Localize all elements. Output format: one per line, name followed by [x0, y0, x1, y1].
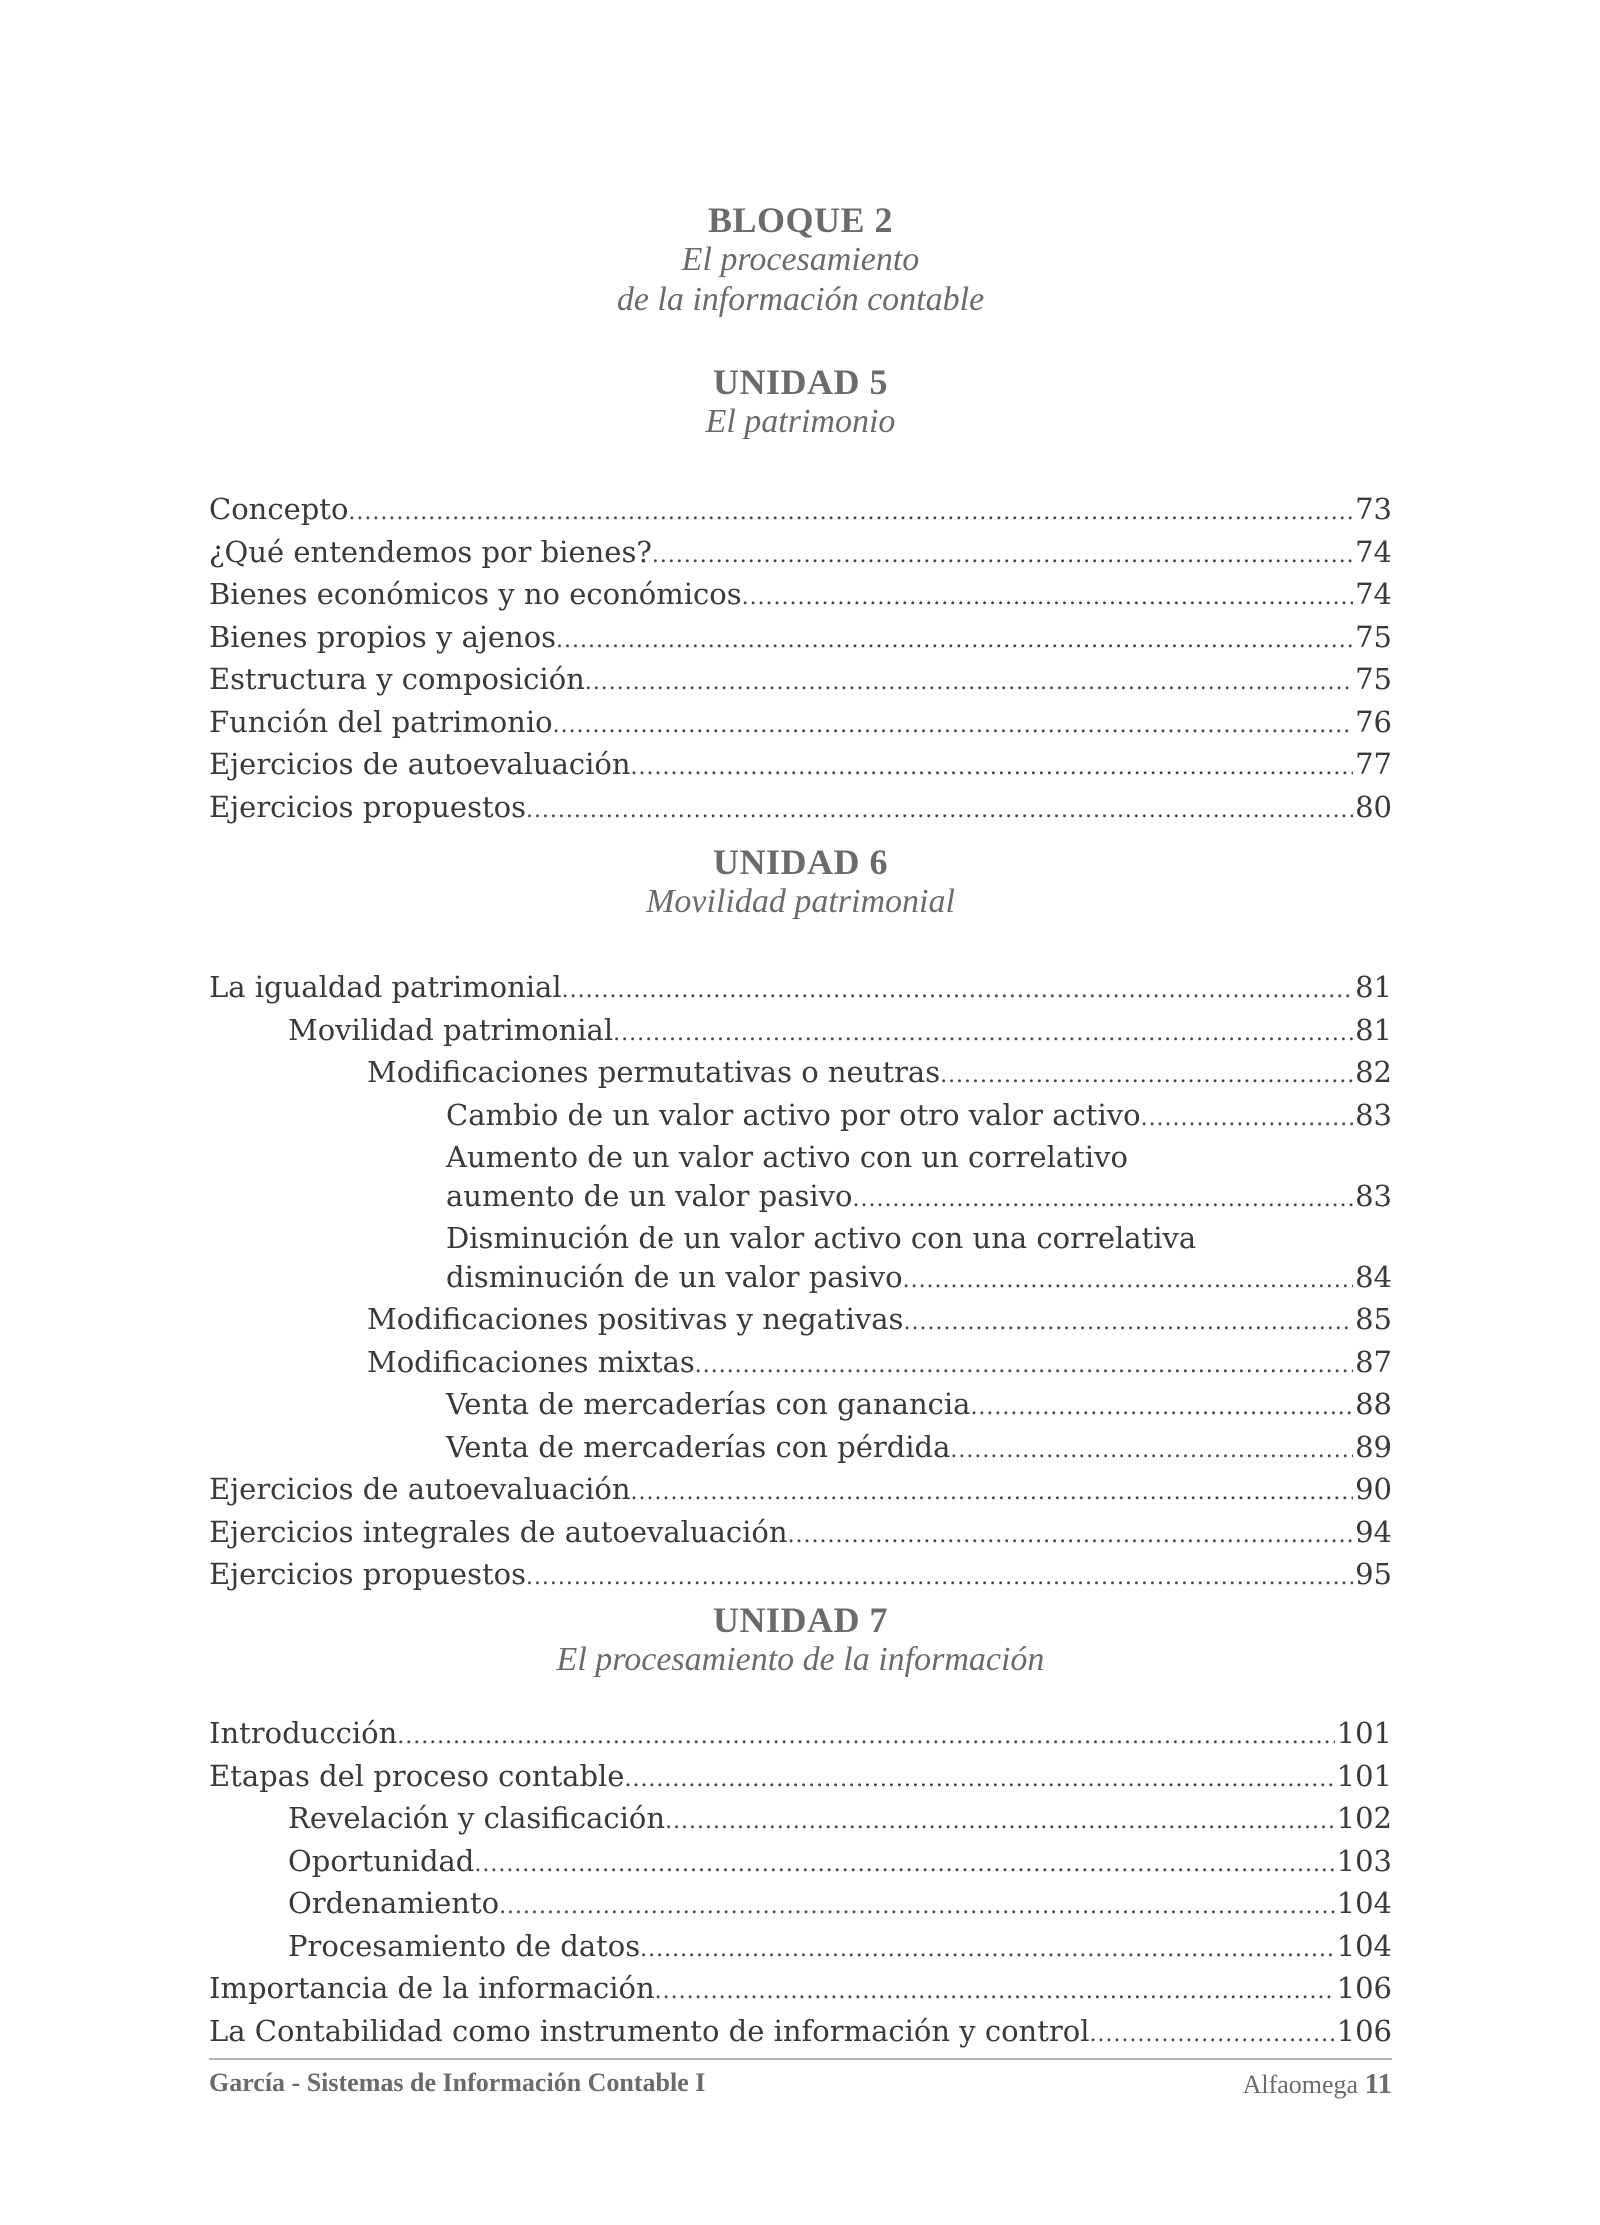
toc-entry[interactable]: Ejercicios integrales de autoevaluación . . . 94: [209, 1513, 1392, 1556]
bloque-header: [209, 200, 1392, 320]
dot-leader: [585, 660, 1353, 703]
footer-right: [1243, 2068, 1392, 2101]
toc-page-number: 75: [1355, 619, 1392, 654]
dot-leader: [1089, 2012, 1334, 2055]
toc-entry[interactable]: La igualdad patrimonial . . . 81: [209, 968, 1392, 1011]
dot-leader: [348, 490, 1353, 533]
toc-entry[interactable]: Ordenamiento . . . 104: [209, 1884, 1392, 1927]
dot-leader: [652, 533, 1353, 576]
dot-leader: [788, 1513, 1354, 1556]
unidad-7-header: [209, 1600, 1392, 1680]
page-footer: [209, 2068, 1392, 2101]
dot-leader: [1141, 1096, 1354, 1139]
toc-entry[interactable]: Ejercicios propuestos . . . 80: [209, 788, 1392, 831]
toc-page-number: 80: [1355, 789, 1392, 824]
toc-page-number: 81: [1355, 1012, 1392, 1047]
toc-entry[interactable]: disminución de un valor pasivo . . . 84: [209, 1258, 1392, 1301]
unidad-6-title: UNIDAD 6: [713, 842, 888, 882]
unidad-7-toc: [209, 1714, 1392, 2054]
unidad-6-header: [209, 842, 1392, 922]
toc-entry[interactable]: ¿Qué entendemos por bienes? . . . 74: [209, 533, 1392, 576]
toc-entry-line-1[interactable]: Disminución de un valor activo con una correlativa: [446, 1221, 1197, 1255]
dot-leader: [562, 968, 1353, 1011]
toc-page-number: 82: [1355, 1055, 1392, 1089]
toc-entry-line-1[interactable]: Aumento de un valor activo con un correlativo: [446, 1140, 1128, 1174]
toc-page-number: 74: [1355, 577, 1392, 611]
toc-entry[interactable]: Venta de mercaderías con ganancia . . . 88: [209, 1385, 1392, 1428]
toc-entry[interactable]: Cambio de un valor activo por otro valor activo . . . 83: [209, 1096, 1392, 1139]
footer-divider: [209, 2058, 1392, 2060]
toc-entry[interactable]: Modificaciones positivas y negativas . . . 85: [209, 1300, 1392, 1343]
unidad-6-toc: [209, 968, 1392, 1598]
dot-leader: [556, 618, 1353, 661]
toc-page-number: 94: [1355, 1514, 1392, 1549]
toc-entry[interactable]: Concepto . . . 73: [209, 490, 1392, 533]
toc-page-number: 101: [1336, 1758, 1392, 1793]
toc-page-number: 90: [1355, 1472, 1392, 1506]
toc-entry[interactable]: Estructura y composición . . . 75: [209, 660, 1392, 703]
toc-page-number: 101: [1336, 1716, 1392, 1750]
dot-leader: [655, 1969, 1335, 2012]
dot-leader: [553, 703, 1354, 746]
toc-entry[interactable]: Modificaciones mixtas . . . 87: [209, 1343, 1392, 1386]
toc-page-number: 102: [1336, 1801, 1392, 1835]
unidad-7-subtitle: El procesamiento de la información: [556, 1641, 1045, 1678]
toc-page-number: 75: [1355, 662, 1392, 696]
toc-page-number: 77: [1355, 747, 1392, 781]
dot-leader: [665, 1799, 1335, 1842]
toc-entry[interactable]: Revelación y clasificación . . . 102: [209, 1799, 1392, 1842]
unidad-7-title: UNIDAD 7: [713, 1600, 888, 1640]
toc-entry[interactable]: Importancia de la información . . . 106: [209, 1969, 1392, 2012]
unidad-5-header: [209, 362, 1392, 442]
dot-leader: [474, 1842, 1334, 1885]
unidad-5-subtitle: El patrimonio: [705, 403, 896, 440]
toc-entry[interactable]: Ejercicios de autoevaluación . . . 90: [209, 1470, 1392, 1513]
dot-leader: [526, 788, 1353, 831]
unidad-5-toc: [209, 490, 1392, 830]
dot-leader: [970, 1385, 1353, 1428]
toc-page-number: 95: [1355, 1557, 1392, 1591]
toc-page-number: 87: [1355, 1344, 1392, 1379]
toc-entry[interactable]: Etapas del proceso contable . . . 101: [209, 1757, 1392, 1800]
dot-leader: [526, 1555, 1353, 1598]
toc-page-number: 88: [1355, 1387, 1392, 1421]
toc-page-number: 104: [1336, 1928, 1392, 1963]
bloque-subtitle-2: de la información contable: [616, 281, 985, 318]
toc-entry[interactable]: Oportunidad . . . 103: [209, 1842, 1392, 1885]
toc-entry[interactable]: Función del patrimonio . . . 76: [209, 703, 1392, 746]
bloque-title: BLOQUE 2: [707, 200, 894, 240]
toc-entry[interactable]: Bienes propios y ajenos . . . 75: [209, 618, 1392, 661]
bloque-subtitle-1: El procesamiento: [681, 241, 920, 278]
unidad-5-title: UNIDAD 5: [713, 362, 888, 402]
toc-page-number: 83: [1355, 1178, 1392, 1213]
toc-entry[interactable]: aumento de un valor pasivo . . . 83: [209, 1177, 1392, 1220]
toc-page-number: 74: [1355, 534, 1392, 569]
dot-leader: [631, 1470, 1354, 1513]
dot-leader: [397, 1714, 1334, 1757]
toc-page-number: 85: [1355, 1302, 1392, 1336]
footer-book-title: García - Sistemas de Información Contable I: [209, 2068, 706, 2097]
footer-page-number: 11: [1364, 2068, 1392, 2100]
dot-leader: [640, 1927, 1334, 1970]
dot-leader: [613, 1011, 1353, 1054]
toc-page-number: 83: [1355, 1097, 1392, 1132]
dot-leader: [631, 745, 1354, 788]
toc-entry[interactable]: Venta de mercaderías con pérdida . . . 89: [209, 1428, 1392, 1471]
unidad-6-subtitle: Movilidad patrimonial: [646, 883, 955, 920]
dot-leader: [950, 1428, 1353, 1471]
dot-leader: [903, 1258, 1354, 1301]
toc-page-number: 106: [1336, 1971, 1392, 2005]
dot-leader: [903, 1300, 1353, 1343]
toc-entry[interactable]: Procesamiento de datos . . . 104: [209, 1927, 1392, 1970]
toc-page-number: 103: [1336, 1843, 1392, 1878]
toc-page-number: 81: [1355, 970, 1392, 1004]
toc-entry[interactable]: Introducción . . . 101: [209, 1714, 1392, 1757]
dot-leader: [853, 1177, 1354, 1220]
toc-page-number: 76: [1355, 704, 1392, 739]
toc-entry[interactable]: Modificaciones permutativas o neutras . . . 82: [209, 1053, 1392, 1096]
toc-page-number: 106: [1336, 2013, 1392, 2048]
dot-leader: [742, 575, 1354, 618]
toc-entry[interactable]: La Contabilidad como instrumento de información y control . . . 106: [209, 2012, 1392, 2055]
toc-entry[interactable]: Ejercicios de autoevaluación . . . 77: [209, 745, 1392, 788]
toc-entry[interactable]: Ejercicios propuestos . . . 95: [209, 1555, 1392, 1598]
dot-leader: [695, 1343, 1353, 1386]
toc-page-number: 84: [1355, 1259, 1392, 1294]
toc-page-number: 89: [1355, 1429, 1392, 1464]
toc-page-number: 73: [1355, 492, 1392, 526]
dot-leader: [940, 1053, 1353, 1096]
toc-entry[interactable]: Bienes económicos y no económicos . . . 74: [209, 575, 1392, 618]
dot-leader: [624, 1757, 1334, 1800]
dot-leader: [499, 1884, 1335, 1927]
toc-entry[interactable]: Movilidad patrimonial . . . 81: [209, 1011, 1392, 1054]
footer-publisher: Alfaomega: [1242, 2070, 1359, 2099]
toc-page-number: 104: [1336, 1886, 1392, 1920]
